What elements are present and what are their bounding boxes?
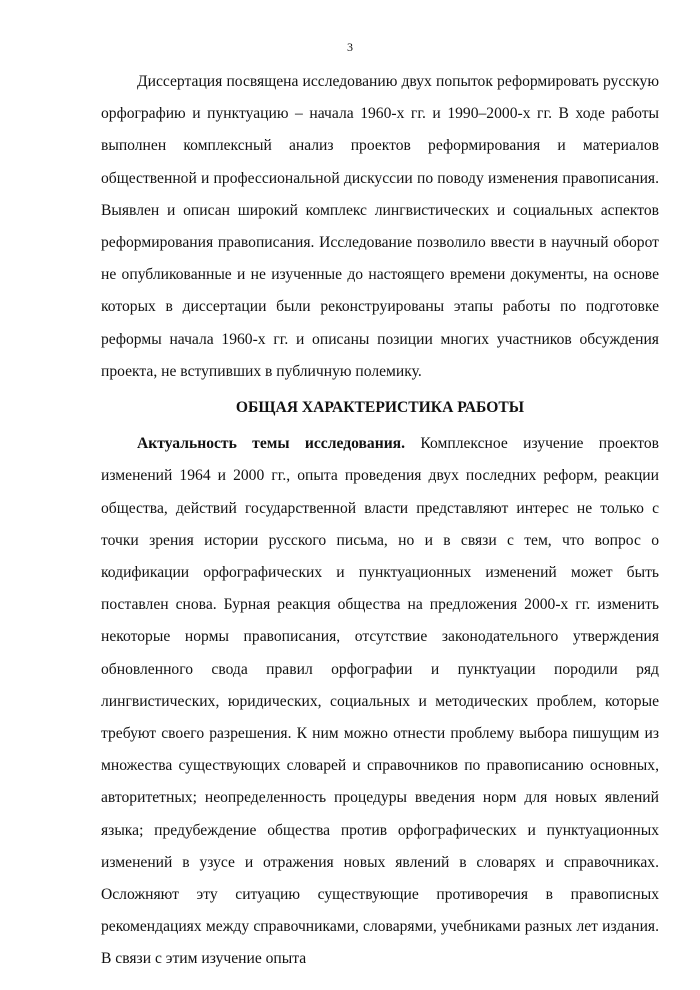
relevance-lead: Актуальность темы исследования. [137,435,406,453]
relevance-text: Комплексное изучение проектов изменений 1964 и 2000 гг., опыта проведения двух последних реформ, реакции общества, действий государственной власти представляют интерес не только с точки зрения истории русского письма, но и в связи с тем, что вопрос о кодификации орфографических и пунктуационных изменений может быть поставлен снова. Бурная реакция общества на предложения 2000-х гг. изменить некоторые нормы правописания, отсутствие законодательного утверждения обновленного свода правил орфографии и пунктуации породили ряд лингвистических, юридических, социальных и методических проблем, которые требуют своего разрешения. К ним можно отнести проблему выбора пишущим из множества существующих словарей и справочников по правописанию основных, авторитетных; неопределенность процедуры введения норм для новых явлений языка; предубеждение общества против орфографических и пунктуационных изменений в узусе и отражения новых явлений в словарях и справочниках. Осложняют эту ситуацию существующие противоречия в правописных рекомендациях между справочниками, словарями, учебниками разных лет издания. В связи с этим изучение опыта [101,435,659,968]
page-number: 3 [347,40,353,54]
relevance-paragraph [101,428,659,975]
page-content [101,66,659,976]
intro-paragraph: Диссертация посвящена исследованию двух попыток реформировать русскую орфографию и пунктуацию – начала 1960-х гг. и 1990–2000-х гг. В ходе работы выполнен комплексный анализ проектов реформирования и материалов общественной и профессиональной дискуссии по поводу изменения правописания. Выявлен и описан широкий комплекс лингвистических и социальных аспектов реформирования правописания. Исследование позволило ввести в научный оборот не опубликованные и не изученные до настоящего времени документы, на основе которых в диссертации были реконструированы этапы работы по подготовке реформы начала 1960-х гг. и описаны позиции многих участников обсуждения проекта, не вступивших в публичную полемику. [101,73,659,380]
section-heading: ОБЩАЯ ХАРАКТЕРИСТИКА РАБОТЫ [235,399,525,417]
